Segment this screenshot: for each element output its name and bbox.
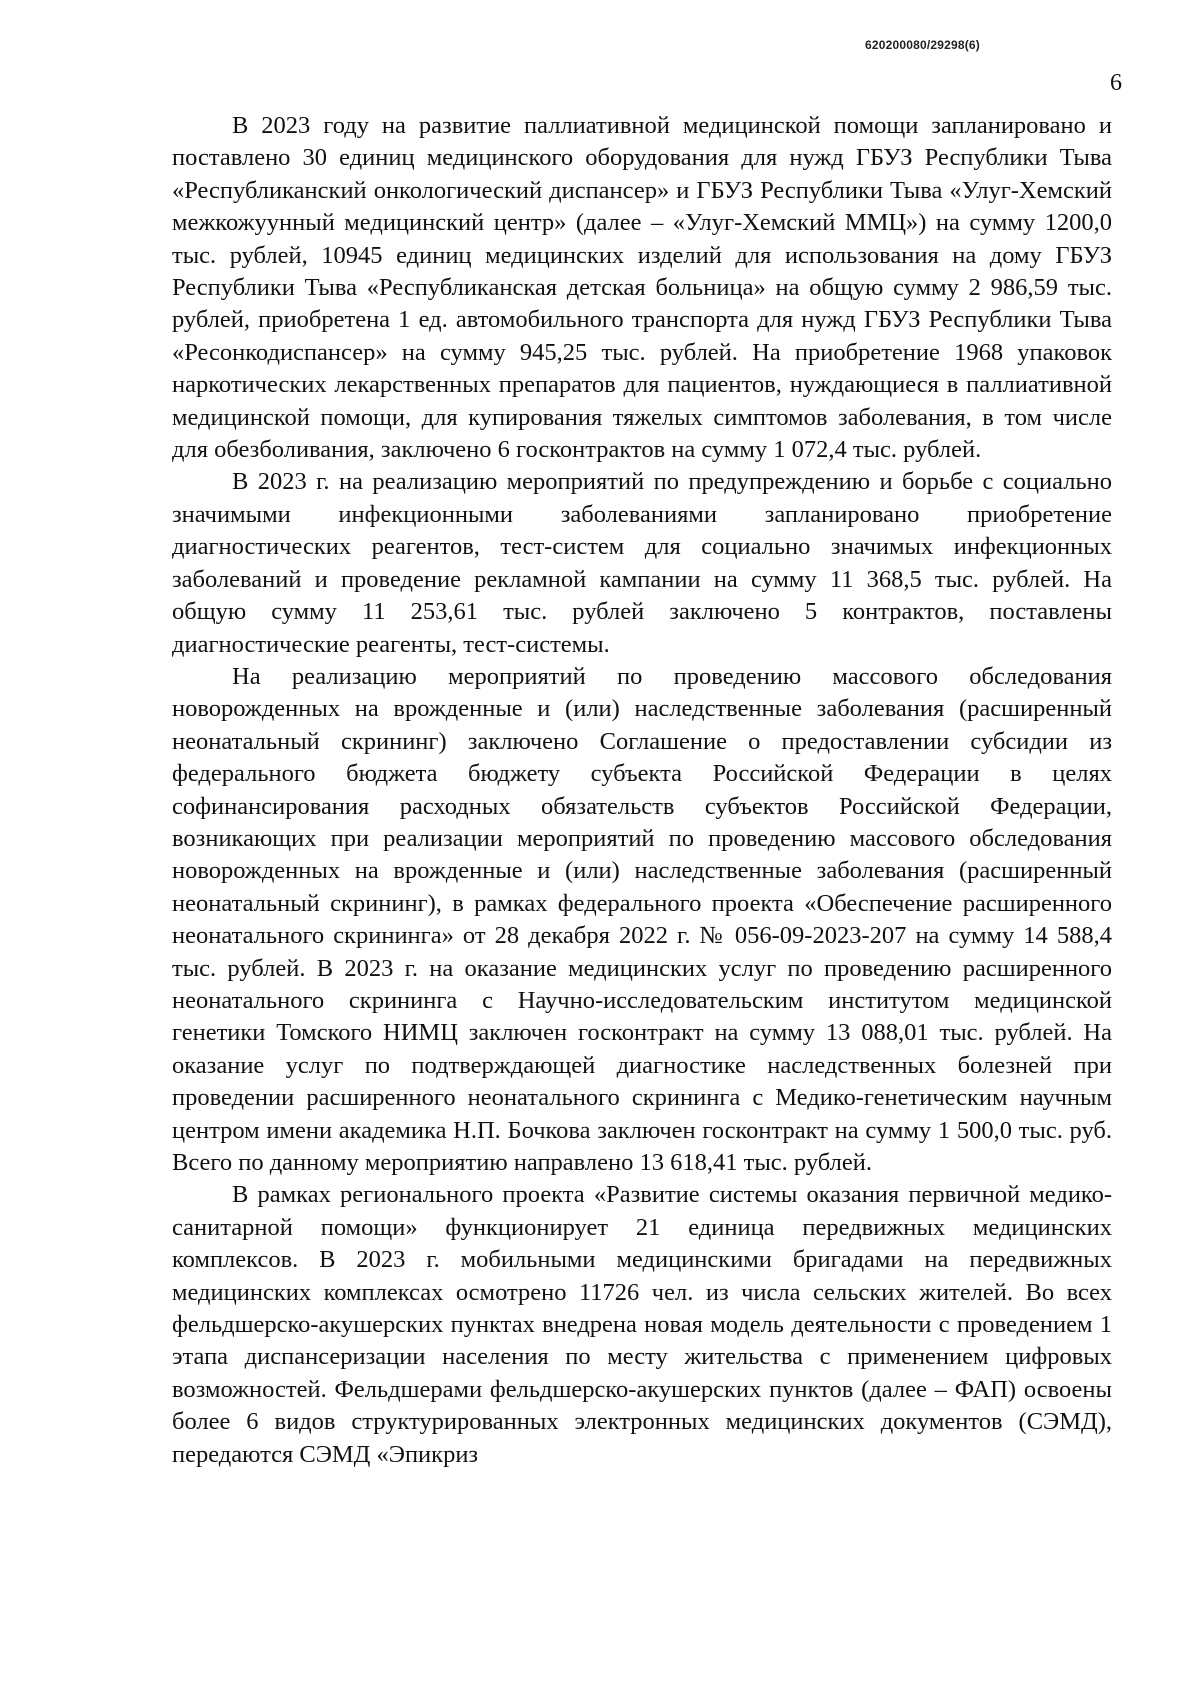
document-id: 620200080/29298(6): [864, 38, 980, 52]
paragraph-neonatal-screening: На реализацию мероприятий по проведению массового обследования новорожденных на врожденные и (или) наследственные заболевания (расширенный неонатальный скрининг) заключено Соглашение о предоставлении субсидии из федерального бюджета бюджету субъекта Российской Федерации в целях софинансирования расходных обязательств субъектов Российской Федерации, возникающих при реализации мероприятий по проведению массового обследования новорожденных на врожденные и (или) наследственные заболевания (расширенный неонатальный скрининг), в рамках федерального проекта «Обеспечение расширенного неонатального скрининга» от 28 декабря 2022 г. № 056-09-2023-207 на сумму 14 588,4 тыс. рублей. В 2023 г. на оказание медицинских услуг по проведению расширенного неонатального скрининга с Научно-исследовательским институтом медицинской генетики Томского НИМЦ заключен госконтракт на сумму 13 088,01 тыс. рублей. На оказание услуг по подтверждающей диагностике наследственных болезней при проведении расширенного неонатального скрининга с Медико-генетическим научным центром имени академика Н.П. Бочкова заключен госконтракт на сумму 1 500,0 тыс. руб. Всего по данному мероприятию направлено 13 618,41 тыс. рублей.: [172, 662, 1112, 1176]
page-number: 6: [1110, 70, 1122, 96]
paragraph-palliative-care: В 2023 году на развитие паллиативной медицинской помощи запланировано и поставлено 30 единиц медицинского оборудования для нужд ГБУЗ Республики Тыва «Республиканский онкологический диспансер» и ГБУЗ Республики Тыва «Улуг-Хемский межкожуунный медицинский центр» (далее – «Улуг-Хемский ММЦ») на сумму 1200,0 тыс. рублей, 10945 единиц медицинских изделий для использования на дому ГБУЗ Республики Тыва «Республиканская детская больница» на общую сумму 2 986,59 тыс. рублей, приобретена 1 ед. автомобильного транспорта для нужд ГБУЗ Республики Тыва «Ресонкодиспансер» на сумму 945,25 тыс. рублей. На приобретение 1968 упаковок наркотических лекарственных препаратов для пациентов, нуждающиеся в паллиативной медицинской помощи, для купирования тяжелых симптомов заболевания, в том числе для обезболивания, заключено 6 госконтрактов на сумму 1 072,4 тыс. рублей.: [172, 112, 1112, 464]
paragraph-infectious-diseases: В 2023 г. на реализацию мероприятий по предупреждению и борьбе с социально значимыми инфекционными заболеваниями запланировано приобретение диагностических реагентов, тест-систем для социально значимых инфекционных заболеваний и проведение рекламной кампании на сумму 11 368,5 тыс. рублей. На общую сумму 11 253,61 тыс. рублей заключено 5 контрактов, поставлены диагностические реагенты, тест-системы.: [172, 468, 1112, 658]
paragraph-primary-care: В рамках регионального проекта «Развитие системы оказания первичной медико-санитарной помощи» функционирует 21 единица передвижных медицинских комплексов. В 2023 г. мобильными медицинскими бригадами на передвижных медицинских комплексах осмотрено 11726 чел. из числа сельских жителей. Во всех фельдшерско-акушерских пунктах внедрена новая модель деятельности с проведением 1 этапа диспансеризации населения по месту жительства с применением цифровых возможностей. Фельдшерами фельдшерско-акушерских пунктов (далее – ФАП) освоены более 6 видов структурированных электронных медицинских документов (СЭМД), передаются СЭМД «Эпикриз: [172, 1181, 1112, 1468]
document-body: [172, 110, 1112, 1471]
